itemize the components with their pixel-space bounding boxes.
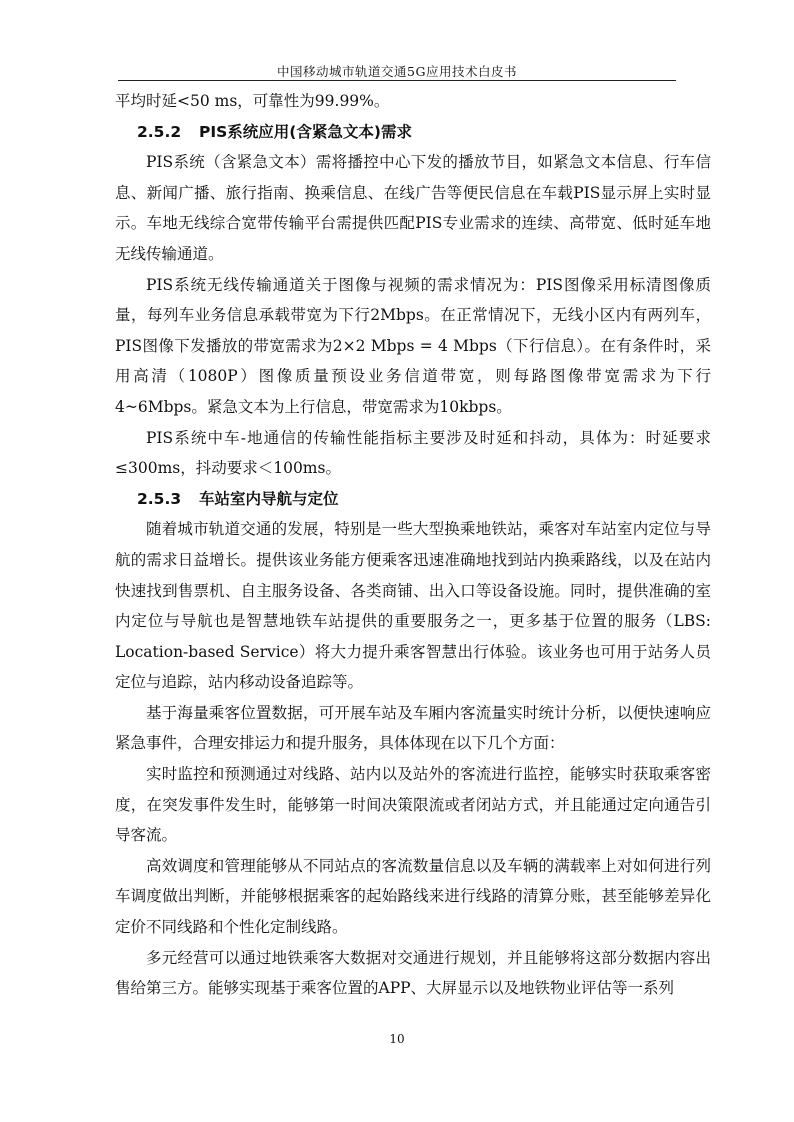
page-number: 10 (389, 1032, 405, 1046)
running-header: 中国移动城市轨道交通5G应用技术白皮书 (277, 64, 517, 79)
section-heading-2-5-3 (115, 484, 711, 515)
paragraph: 实时监控和预测通过对线路、站内以及站外的客流进行监控，能够实时获取乘客密度，在突发事件发生时，能够第一时间决策限流或者闭站方式，并且能通过定向通告引导客流。 (115, 765, 711, 845)
section-heading-2-5-2 (115, 117, 711, 148)
paragraph: 随着城市轨道交通的发展，特别是一些大型换乘地铁站，乘客对车站室内定位与导航的需求日益增长。提供该业务能方便乘客迅速准确地找到站内换乘路线，以及在站内快速找到售票机、自主服务设备、各类商铺、出入口等设备设施。同时，提供准确的室内定位与导航也是智慧地铁车站提供的重要服务之一，更多基于位置的服务（LBS: Location-based Service）将大力提升乘客智慧出行体验。该业务也可用于站务人员定位与追踪，站内移动设备追踪等。 (115, 520, 711, 692)
paragraph: PIS系统无线传输通道关于图像与视频的需求情况为：PIS图像采用标清图像质量，每列车业务信息承载带宽为下行2Mbps。在正常情况下，无线小区内有两列车，PIS图像下发播放的带宽需求为2×2 Mbps = 4 Mbps（下行信息）。在有条件时，采用高清（1080P）图像质量预设业务信道带宽，则每路图像带宽需求为下行4~6Mbps。紧急文本为上行信息，带宽需求为10kbps。 (115, 275, 711, 416)
header-divider (118, 80, 676, 81)
section-title: 车站室内导航与定位 (199, 489, 339, 508)
page-body (115, 86, 711, 1004)
section-number: 2.5.3 (137, 489, 182, 508)
paragraph: 多元经营可以通过地铁乘客大数据对交通进行规划，并且能够将这部分数据内容出售给第三方。能够实现基于乘客位置的APP、大屏显示以及地铁物业评估等一系列 (115, 948, 711, 998)
continued-paragraph: 平均时延<50 ms，可靠性为99.99%。 (115, 92, 390, 110)
paragraph: PIS系统中车-地通信的传输性能指标主要涉及时延和抖动，具体为：时延要求≤300ms，抖动要求＜100ms。 (115, 428, 711, 478)
paragraph: 基于海量乘客位置数据，可开展车站及车厢内客流量实时统计分析，以便快速响应紧急事件，合理安排运力和提升服务，具体体现在以下几个方面： (115, 703, 711, 753)
section-title: PIS系统应用(含紧急文本)需求 (199, 122, 412, 141)
paragraph: PIS系统（含紧急文本）需将播控中心下发的播放节目，如紧急文本信息、行车信息、新闻广播、旅行指南、换乘信息、在线广告等便民信息在车载PIS显示屏上实时显示。车地无线综合宽带传输平台需提供匹配PIS专业需求的连续、高带宽、低时延车地无线传输通道。 (115, 153, 711, 263)
paragraph: 高效调度和管理能够从不同站点的客流数量信息以及车辆的满载率上对如何进行列车调度做出判断，并能够根据乘客的起始路线来进行线路的清算分账，甚至能够差异化定价不同线路和个性化定制线路。 (115, 856, 711, 937)
section-number: 2.5.2 (137, 122, 182, 141)
